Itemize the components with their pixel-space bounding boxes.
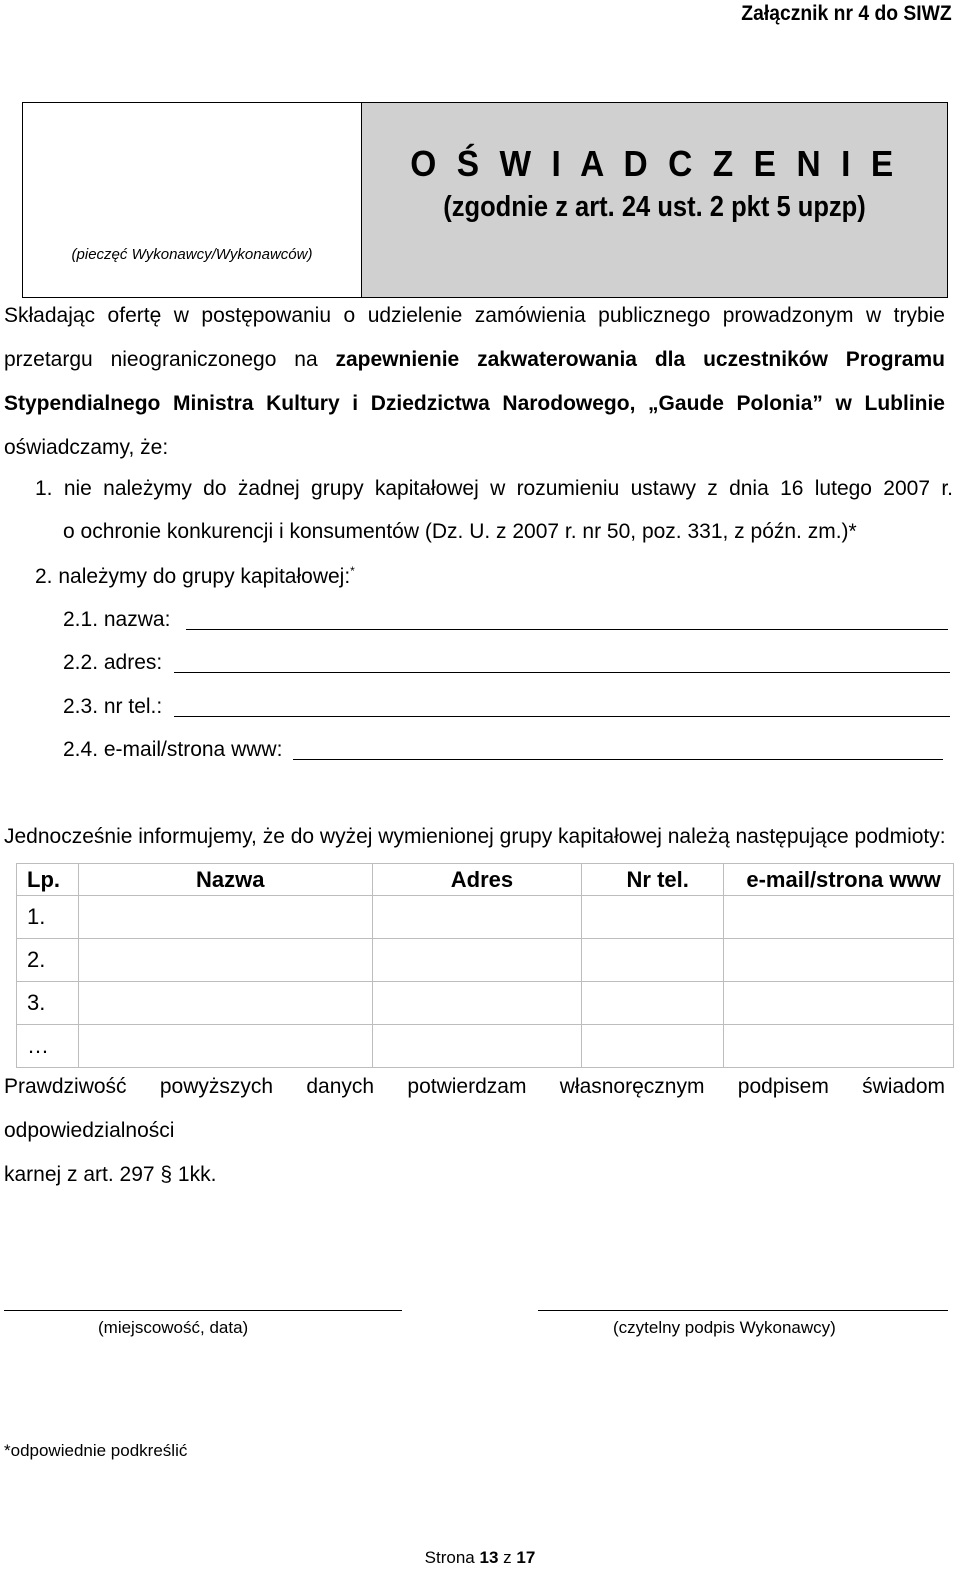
column-header-address: Adres [372,864,582,896]
item-2-footnote-mark: * [350,564,355,578]
page-middle: z [503,1548,512,1567]
entity-address-cell[interactable] [372,896,582,939]
group-address-label: 2.2. adres: [63,651,163,674]
intro-line-1: Składając ofertę w postępowaniu o udzielenie zamówienia publicznego prowadzonym w trybie [4,304,945,327]
place-date-field[interactable] [4,1310,402,1311]
column-header-name: Nazwa [78,864,372,896]
entity-email-cell[interactable] [724,982,954,1025]
entity-email-cell[interactable] [724,1025,954,1068]
document-title: O Ś W I A D C Z E N I E [410,143,899,184]
row-number: … [17,1025,79,1068]
item-1-line-2: o ochronie konkurencji i konsumentów (Dz. U. z 2007 r. nr 50, poz. 331, z późn. zm.)* [63,520,857,543]
entity-phone-cell[interactable] [582,982,724,1025]
table-row [17,1025,954,1068]
group-name-field[interactable] [186,629,948,630]
page-number [0,1548,960,1568]
intro-line-2 [4,338,945,382]
column-header-email: e-mail/strona www [724,864,954,896]
statement-item-2 [35,564,355,589]
table-row [17,896,954,939]
certification-line-1: Prawdziwość powyższych danych potwierdzam własnoręcznym podpisem świadom odpowiedzialności [4,1075,945,1142]
row-number: 3. [17,982,79,1025]
table-row [17,939,954,982]
page-total: 17 [516,1548,536,1567]
group-phone-label: 2.3. nr tel.: [63,695,163,718]
row-number: 2. [17,939,79,982]
statement-header [22,102,948,298]
intro-line-4: oświadczamy, że: [4,436,169,459]
intro-line-2-bold: zapewnienie zakwaterowania dla uczestników Programu [335,348,945,371]
group-phone-field[interactable] [174,716,950,717]
group-email-field[interactable] [293,759,943,760]
entity-address-cell[interactable] [372,939,582,982]
certification-line-2: karnej z art. 297 § 1kk. [4,1163,217,1186]
entity-name-cell[interactable] [78,939,372,982]
entity-email-cell[interactable] [724,939,954,982]
statement-item-1 [35,467,953,511]
entity-phone-cell[interactable] [582,939,724,982]
group-email-label: 2.4. e-mail/strona www: [63,738,283,761]
entity-name-cell[interactable] [78,896,372,939]
entities-intro: Jednocześnie informujemy, że do wyżej wymienionej grupy kapitałowej należą następujące podmioty: [4,825,946,848]
entity-name-cell[interactable] [78,982,372,1025]
title-panel [362,103,947,297]
table-row [17,982,954,1025]
item-2-text: 2. należymy do grupy kapitałowej: [35,565,351,588]
entity-address-cell[interactable] [372,982,582,1025]
entity-name-cell[interactable] [78,1025,372,1068]
table-header-row [17,864,954,896]
company-stamp-area [23,103,362,297]
signature-field[interactable] [538,1310,948,1311]
group-name-label: 2.1. nazwa: [63,608,171,631]
certification-paragraph [4,1065,945,1197]
entity-address-cell[interactable] [372,1025,582,1068]
footnote: *odpowiednie podkreślić [4,1441,188,1460]
intro-line-3: Stypendialnego Ministra Kultury i Dziedzictwa Narodowego, „Gaude Polonia” w Lublinie [4,392,945,415]
item-1-line-1: 1. nie należymy do żadnej grupy kapitałowej w rozumieniu ustawy z dnia 16 lutego 2007 r. [35,477,953,500]
entity-phone-cell[interactable] [582,896,724,939]
document-subtitle: (zgodnie z art. 24 ust. 2 pkt 5 upzp) [443,191,866,223]
row-number: 1. [17,896,79,939]
column-header-phone: Nr tel. [582,864,724,896]
place-date-label: (miejscowość, data) [98,1318,249,1337]
intro-line-2-plain: przetargu nieograniczonego na [4,348,336,371]
page-prefix: Strona [424,1548,475,1567]
column-header-lp: Lp. [17,864,79,896]
group-entities-table [16,863,954,1068]
annex-label: Załącznik nr 4 do SIWZ [741,2,952,25]
stamp-label: (pieczęć Wykonawcy/Wykonawców) [71,246,313,263]
entity-email-cell[interactable] [724,896,954,939]
entity-phone-cell[interactable] [582,1025,724,1068]
group-address-field[interactable] [174,672,950,673]
intro-paragraph [4,294,945,470]
signature-label: (czytelny podpis Wykonawcy) [613,1318,836,1337]
page-current: 13 [479,1548,499,1567]
